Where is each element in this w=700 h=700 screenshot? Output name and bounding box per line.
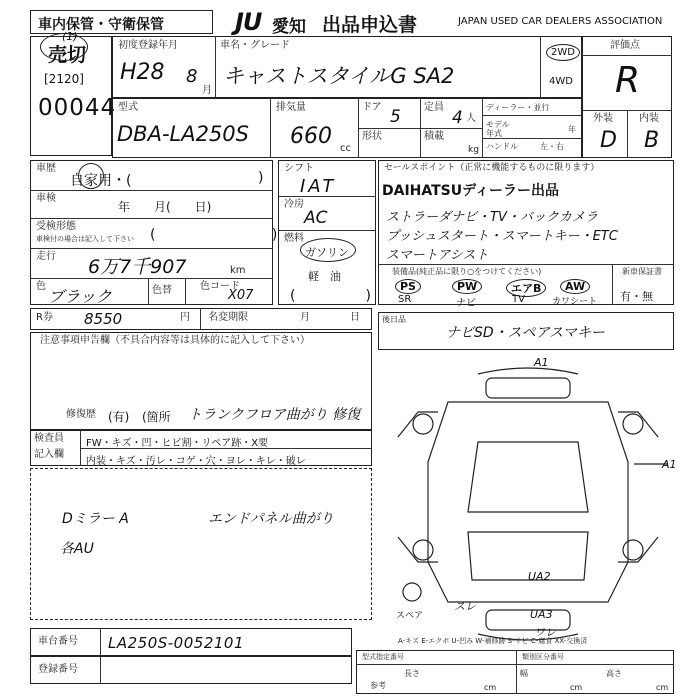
drive-2wd: 2WD xyxy=(546,44,580,61)
inspector-note-1: Dミラー A xyxy=(62,511,129,527)
color-code-label: 色コード xyxy=(200,281,240,292)
title-left: 車内保管・守衛保管 xyxy=(38,17,164,33)
association: JAPAN USED CAR DEALERS ASSOCIATION xyxy=(458,16,663,27)
inspection-label: 車検 xyxy=(36,193,56,204)
inspector-entry-label: 記入欄 xyxy=(34,449,64,460)
equip-ps: PS xyxy=(395,279,421,294)
width-label: 幅 xyxy=(520,669,528,678)
drive-4wd: 4WD xyxy=(549,76,573,87)
warranty-label: 新車保証書 xyxy=(622,267,662,276)
warranty-value: 有・無 xyxy=(620,290,653,303)
nc-day: 日 xyxy=(350,312,360,323)
diagram-legend: A-キズ E-エクボ U-凹み W-補修跡 S-サビ C-腐食 XX-交換済 xyxy=(398,637,588,645)
equipment-label: 装備品(純正品に限り○をつけてください) xyxy=(392,267,542,276)
capacity: 4 xyxy=(452,108,463,128)
chassis-number: LA250S-0052101 xyxy=(108,634,244,652)
shift-value: IAT xyxy=(300,176,337,197)
dealer-listing: DAIHATSUディーラー出品 xyxy=(382,183,560,199)
length-cm: cm xyxy=(484,683,497,692)
reg-number-box xyxy=(30,656,352,684)
ac-label: 冷房 xyxy=(284,199,304,210)
fw-row: FW・キズ・凹・ヒビ割・リペア跡・X要 xyxy=(86,438,269,449)
mark-crack: ワレ xyxy=(534,626,556,639)
mark-a1-front: A1 xyxy=(534,356,549,369)
shift-label: シフト xyxy=(284,163,314,174)
exterior-label: 外装 xyxy=(593,113,613,124)
handle-values: 左・右 xyxy=(540,142,564,151)
month-unit: 月 xyxy=(202,85,212,96)
car-name-label: 車名・グレード xyxy=(220,40,290,51)
sheet-title: 出品申込書 xyxy=(322,14,418,36)
dealer-label: ディーラー・並行 xyxy=(486,103,550,112)
category-label: 類別区分番号 xyxy=(522,653,564,661)
reception-note: 車検付の場合は記入して下さい xyxy=(36,235,134,243)
car-name: キャストスタイルG SA2 xyxy=(223,64,455,88)
brand-text: 愛知 xyxy=(272,17,306,37)
color-change-label: 色替 xyxy=(152,285,172,296)
history-circle xyxy=(78,163,104,189)
selling-line-3: スマートアシスト xyxy=(386,248,489,263)
year-unit: 年 xyxy=(568,125,576,134)
chassis-label: 車台番号 xyxy=(38,636,78,647)
notes-label: 注意事項申告欄（不具合内容等は具体的に記入して下さい） xyxy=(40,335,310,346)
sold-note: (1) xyxy=(62,30,78,43)
repair-value: (有) xyxy=(108,410,130,424)
inspection-value: 年 月( 日) xyxy=(118,200,212,214)
color-label: 色 xyxy=(36,281,46,292)
displacement: 660 xyxy=(290,124,332,149)
equip-airbag: エアB xyxy=(506,279,546,297)
doors-label: ドア xyxy=(362,102,382,113)
kg-unit: kg xyxy=(468,145,479,155)
score-value: R xyxy=(615,60,641,101)
mark-ua3: UA3 xyxy=(530,608,553,621)
rear-seat-label: 後日品 xyxy=(382,315,406,324)
model-year-label: モデル年式 xyxy=(486,120,510,138)
equip-navi: ナビ xyxy=(456,298,476,309)
height-label: 高さ xyxy=(606,669,622,678)
interior-row: 内装・キズ・汚レ・コゲ・穴・ヨレ・キレ・破レ xyxy=(86,456,306,467)
car-diagram xyxy=(378,352,678,652)
mileage-label: 走行 xyxy=(36,251,56,262)
width-cm: cm xyxy=(570,683,583,692)
load-label: 積載 xyxy=(424,131,444,142)
type-label: 型式 xyxy=(118,102,138,113)
nc-month: 月 xyxy=(300,312,310,323)
ac-value: AC xyxy=(304,208,328,228)
equip-aw: AW xyxy=(560,279,590,294)
length-label: 長さ xyxy=(404,669,420,678)
first-reg-year: H28 xyxy=(120,60,165,85)
lot-number: 00044 xyxy=(38,95,117,121)
mark-a1-side: A1 xyxy=(662,458,677,471)
selling-line-1: ストラーダナビ・TV・バックカメラ xyxy=(386,210,598,225)
equip-sr: SR xyxy=(398,294,412,305)
mark-ua2: UA2 xyxy=(528,570,551,583)
displacement-label: 排気量 xyxy=(276,102,306,113)
selling-points-label: セールスポイント（正常に機能するものに限ります） xyxy=(384,163,600,173)
reception-label: 受検形態 xyxy=(36,221,76,232)
repair-place: (箇所 xyxy=(142,410,171,424)
equip-seat: カワシート xyxy=(552,297,598,307)
rear-seat-value: ナビSD・スペアスマキー xyxy=(446,325,605,341)
shape-label: 形状 xyxy=(362,131,382,142)
handle-label: ハンドル xyxy=(486,142,518,151)
first-reg-label: 初度登録年月 xyxy=(118,40,178,51)
km-unit: km xyxy=(230,265,246,276)
inspector-note-3: 各AU xyxy=(60,541,94,557)
repair-detail: トランクフロア曲がり 修復 xyxy=(188,407,361,423)
recycle-amount: 8550 xyxy=(84,310,123,328)
fuel-gas-circle xyxy=(300,238,356,262)
interior-grade: B xyxy=(644,128,660,153)
cc-unit: cc xyxy=(340,143,351,154)
doors: 5 xyxy=(390,107,401,127)
ju-logo: JU xyxy=(235,8,262,36)
history-value: 自家用・( xyxy=(70,173,132,189)
equip-pw: PW xyxy=(452,279,482,294)
type-value: DBA-LA250S xyxy=(117,122,249,146)
color-code: X07 xyxy=(228,288,254,303)
repair-label: 修復歴 xyxy=(66,409,96,420)
type-designation-label: 型式指定番号 xyxy=(362,653,404,661)
yen-unit: 円 xyxy=(180,312,190,323)
color-value: ブラック xyxy=(48,287,112,306)
inspector-note-2: エンドパネル曲がり xyxy=(208,511,334,527)
mark-scratch: スレ xyxy=(454,600,476,613)
equip-tv: TV xyxy=(512,294,525,305)
selling-line-2: プッシュスタート・スマートキー・ETC xyxy=(386,229,618,244)
sold-label: 売切 xyxy=(48,44,87,66)
mileage: 6万7千907 xyxy=(88,256,187,278)
capacity-label: 定員 xyxy=(424,102,444,113)
fuel-label: 燃料 xyxy=(284,233,304,244)
history-close: ) xyxy=(258,170,264,186)
history-label: 車歴 xyxy=(36,163,56,174)
height-cm: cm xyxy=(656,683,669,692)
recycle-label: R券 xyxy=(36,312,53,323)
reg-number-label: 登録番号 xyxy=(38,664,78,675)
interior-label: 内装 xyxy=(639,113,659,124)
fuel-diesel: 軽 油 xyxy=(308,270,341,283)
lot-code: [2120] xyxy=(44,72,84,86)
inspector-label: 検査員 xyxy=(34,433,64,444)
name-change-label: 名変期限 xyxy=(208,312,248,323)
capacity-unit: 人 xyxy=(466,113,476,124)
first-reg-month: 8 xyxy=(186,66,198,87)
recycle-box xyxy=(30,308,372,330)
reference-label-1: 参考 xyxy=(370,681,386,690)
exterior-grade: D xyxy=(600,128,617,153)
mark-spare: スペア xyxy=(396,611,424,621)
fuel-gas: ガソリン xyxy=(305,246,349,259)
score-label: 評価点 xyxy=(610,40,640,51)
